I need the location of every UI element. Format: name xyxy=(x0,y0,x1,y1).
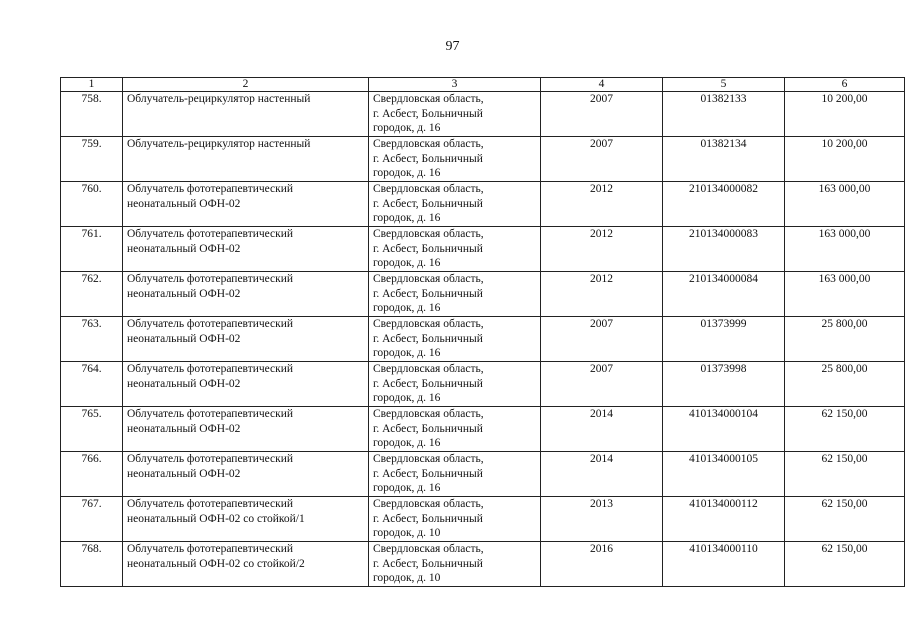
table-row xyxy=(61,452,905,497)
item-address xyxy=(369,407,541,452)
item-name xyxy=(123,227,369,272)
item-address xyxy=(369,182,541,227)
item-address-line: г. Асбест, Больничный xyxy=(373,332,483,345)
item-name xyxy=(123,317,369,362)
item-name xyxy=(123,497,369,542)
item-address-line: г. Асбест, Больничный xyxy=(373,512,483,525)
item-cost: 163 000,00 xyxy=(785,227,905,272)
inventory-number: 01373998 xyxy=(663,362,785,407)
item-name-line: неонатальный ОФН-02 xyxy=(127,197,241,210)
item-year: 2013 xyxy=(541,497,663,542)
item-year: 2007 xyxy=(541,317,663,362)
item-name xyxy=(123,542,369,587)
inventory-number: 01373999 xyxy=(663,317,785,362)
item-address-line: г. Асбест, Больничный xyxy=(373,467,483,480)
column-header: 5 xyxy=(663,78,785,92)
inventory-number: 410134000110 xyxy=(663,542,785,587)
column-header: 4 xyxy=(541,78,663,92)
item-address-line: городок, д. 10 xyxy=(373,527,441,539)
item-name-line: неонатальный ОФН-02 xyxy=(127,422,241,435)
item-year: 2012 xyxy=(541,272,663,317)
item-name-line: Облучатель фототерапевтический xyxy=(127,543,294,555)
item-cost: 62 150,00 xyxy=(785,407,905,452)
item-name-line: Облучатель фототерапевтический xyxy=(127,183,294,195)
item-name xyxy=(123,407,369,452)
item-name-line: Облучатель фототерапевтический xyxy=(127,498,294,510)
item-name-line: неонатальный ОФН-02 xyxy=(127,287,241,300)
item-cost: 25 800,00 xyxy=(785,317,905,362)
item-address xyxy=(369,317,541,362)
item-year: 2012 xyxy=(541,227,663,272)
table-row xyxy=(61,182,905,227)
item-year: 2012 xyxy=(541,182,663,227)
item-address-line: городок, д. 16 xyxy=(373,437,441,449)
column-header: 3 xyxy=(369,78,541,92)
item-name-line: неонатальный ОФН-02 xyxy=(127,332,241,345)
item-name-line: неонатальный ОФН-02 xyxy=(127,242,241,255)
row-number: 766. xyxy=(61,452,123,497)
column-header: 1 xyxy=(61,78,123,92)
table-row xyxy=(61,497,905,542)
item-address-line: г. Асбест, Больничный xyxy=(373,287,483,300)
item-address-line: Свердловская область, xyxy=(373,498,484,510)
inventory-number: 410134000104 xyxy=(663,407,785,452)
item-address-line: г. Асбест, Больничный xyxy=(373,557,483,570)
item-year: 2014 xyxy=(541,452,663,497)
table-row xyxy=(61,362,905,407)
row-number: 761. xyxy=(61,227,123,272)
item-cost: 62 150,00 xyxy=(785,542,905,587)
table-header-row xyxy=(61,78,905,92)
item-name xyxy=(123,137,369,182)
item-cost: 62 150,00 xyxy=(785,497,905,542)
item-name-line: Облучатель фототерапевтический xyxy=(127,408,294,420)
item-address-line: г. Асбест, Больничный xyxy=(373,422,483,435)
item-name-line: Облучатель фототерапевтический xyxy=(127,228,294,240)
item-cost: 163 000,00 xyxy=(785,272,905,317)
item-address-line: Свердловская область, xyxy=(373,453,484,465)
row-number: 759. xyxy=(61,137,123,182)
item-name-line: Облучатель-рециркулятор настенный xyxy=(127,138,311,150)
inventory-number: 210134000084 xyxy=(663,272,785,317)
item-address xyxy=(369,92,541,137)
inventory-number: 210134000083 xyxy=(663,227,785,272)
row-number: 765. xyxy=(61,407,123,452)
item-name-line: Облучатель-рециркулятор настенный xyxy=(127,93,311,105)
item-address xyxy=(369,542,541,587)
item-name-line: неонатальный ОФН-02 xyxy=(127,467,241,480)
inventory-number: 410134000105 xyxy=(663,452,785,497)
item-cost: 10 200,00 xyxy=(785,92,905,137)
item-name-line: неонатальный ОФН-02 со стойкой/2 xyxy=(127,557,305,570)
item-address-line: Свердловская область, xyxy=(373,273,484,285)
inventory-number: 410134000112 xyxy=(663,497,785,542)
property-table xyxy=(60,77,905,587)
item-name xyxy=(123,452,369,497)
table-row xyxy=(61,317,905,362)
item-address xyxy=(369,362,541,407)
inventory-number: 01382134 xyxy=(663,137,785,182)
table-row xyxy=(61,272,905,317)
item-address xyxy=(369,272,541,317)
item-address-line: городок, д. 16 xyxy=(373,212,441,224)
row-number: 762. xyxy=(61,272,123,317)
item-cost: 10 200,00 xyxy=(785,137,905,182)
item-address xyxy=(369,497,541,542)
item-address-line: г. Асбест, Больничный xyxy=(373,107,483,120)
item-year: 2007 xyxy=(541,362,663,407)
item-address-line: городок, д. 16 xyxy=(373,392,441,404)
item-name xyxy=(123,92,369,137)
row-number: 760. xyxy=(61,182,123,227)
item-address-line: городок, д. 10 xyxy=(373,572,441,584)
item-address-line: городок, д. 16 xyxy=(373,347,441,359)
item-address-line: городок, д. 16 xyxy=(373,257,441,269)
item-name-line: неонатальный ОФН-02 со стойкой/1 xyxy=(127,512,305,525)
item-name xyxy=(123,362,369,407)
item-address-line: Свердловская область, xyxy=(373,408,484,420)
item-address-line: Свердловская область, xyxy=(373,93,484,105)
row-number: 767. xyxy=(61,497,123,542)
table-row xyxy=(61,92,905,137)
item-year: 2014 xyxy=(541,407,663,452)
item-name-line: Облучатель фототерапевтический xyxy=(127,363,294,375)
item-name xyxy=(123,272,369,317)
item-year: 2007 xyxy=(541,92,663,137)
item-address-line: г. Асбест, Больничный xyxy=(373,242,483,255)
item-name-line: Облучатель фототерапевтический xyxy=(127,318,294,330)
item-address-line: г. Асбест, Больничный xyxy=(373,152,483,165)
item-address-line: городок, д. 16 xyxy=(373,302,441,314)
row-number: 768. xyxy=(61,542,123,587)
item-address-line: г. Асбест, Больничный xyxy=(373,377,483,390)
column-header: 2 xyxy=(123,78,369,92)
item-address-line: Свердловская область, xyxy=(373,228,484,240)
item-name-line: неонатальный ОФН-02 xyxy=(127,377,241,390)
item-year: 2016 xyxy=(541,542,663,587)
item-address-line: г. Асбест, Больничный xyxy=(373,197,483,210)
page-number: 97 xyxy=(445,39,460,54)
item-address-line: городок, д. 16 xyxy=(373,122,441,134)
row-number: 758. xyxy=(61,92,123,137)
item-address-line: Свердловская область, xyxy=(373,363,484,375)
table-row xyxy=(61,407,905,452)
row-number: 764. xyxy=(61,362,123,407)
table-row xyxy=(61,137,905,182)
item-cost: 62 150,00 xyxy=(785,452,905,497)
item-cost: 25 800,00 xyxy=(785,362,905,407)
item-address-line: городок, д. 16 xyxy=(373,482,441,494)
item-address xyxy=(369,452,541,497)
table-row xyxy=(61,227,905,272)
column-header: 6 xyxy=(785,78,905,92)
item-address-line: Свердловская область, xyxy=(373,318,484,330)
item-address-line: Свердловская область, xyxy=(373,138,484,150)
row-number: 763. xyxy=(61,317,123,362)
item-address-line: Свердловская область, xyxy=(373,183,484,195)
item-name-line: Облучатель фототерапевтический xyxy=(127,453,294,465)
item-cost: 163 000,00 xyxy=(785,182,905,227)
inventory-number: 01382133 xyxy=(663,92,785,137)
item-name xyxy=(123,182,369,227)
item-name-line: Облучатель фототерапевтический xyxy=(127,273,294,285)
item-address-line: Свердловская область, xyxy=(373,543,484,555)
table-row xyxy=(61,542,905,587)
item-address xyxy=(369,137,541,182)
item-address-line: городок, д. 16 xyxy=(373,167,441,179)
inventory-number: 210134000082 xyxy=(663,182,785,227)
item-address xyxy=(369,227,541,272)
item-year: 2007 xyxy=(541,137,663,182)
